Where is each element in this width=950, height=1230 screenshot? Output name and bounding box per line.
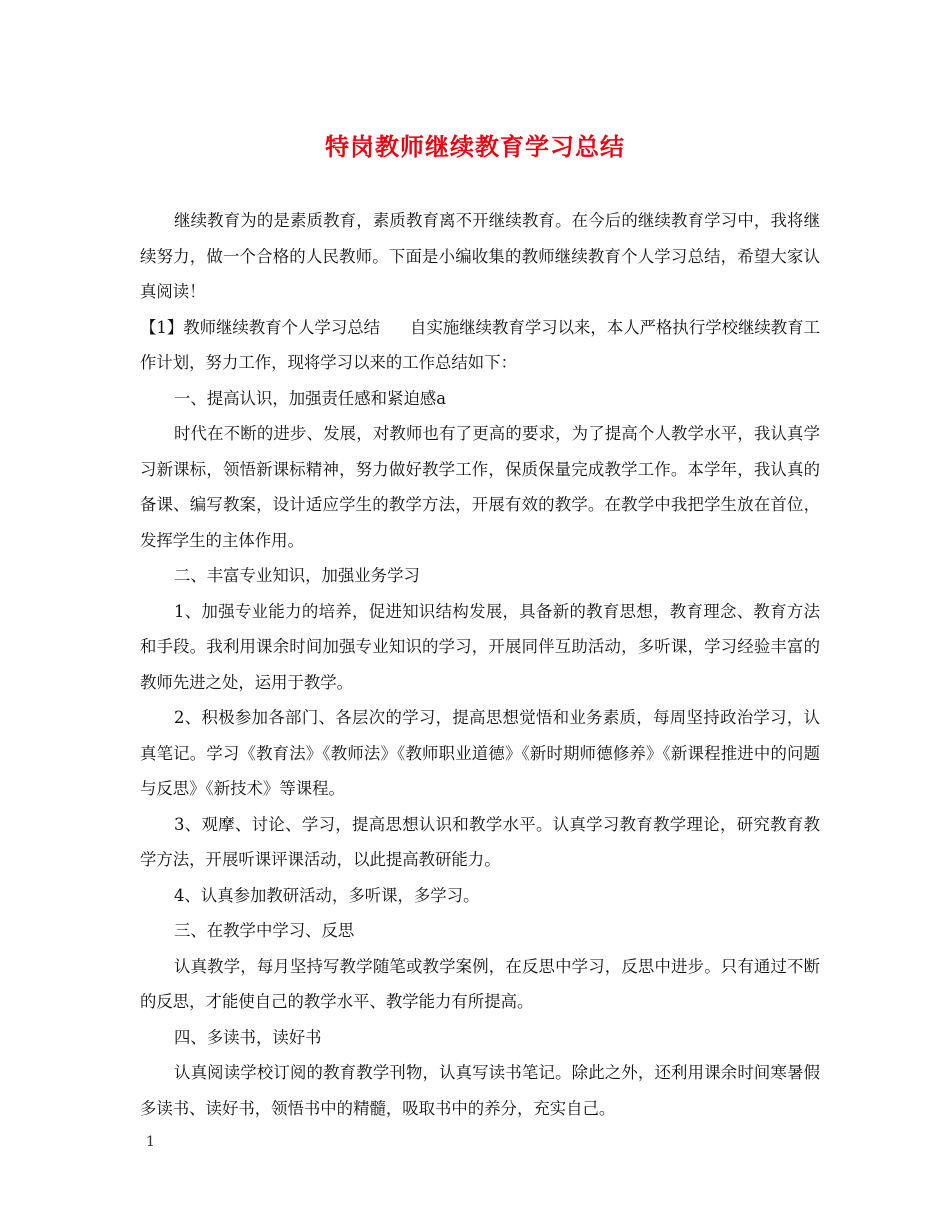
page-number: 1 — [146, 1134, 155, 1150]
document-body — [140, 203, 820, 1126]
page-title: 特岗教师继续教育学习总结 — [325, 133, 625, 161]
section-1-heading-paragraph — [140, 310, 820, 381]
paragraph-reflection: 认真教学，每月坚持写教学随笔或教学案例，在反思中学习，反思中进步。只有通过不断的反思，才能使自己的教学水平、教学能力有所提高。 — [140, 956, 820, 1011]
list-item-2: 2、积极参加各部门、各层次的学习，提高思想觉悟和业务素质，每周坚持政治学习，认真笔记。学习《教育法》《教师法》《教师职业道德》《新时期师德修养》《新课程推进中的问题与反思》《新技术》等课程。 — [140, 708, 820, 798]
paragraph-teaching-level: 时代在不断的进步、发展，对教师也有了更高的要求，为了提高个人教学水平，我认真学习新课标，领悟新课标精神，努力做好教学工作，保质保量完成教学工作。本学年，我认真的备课、编写教案，设计适应学生的教学方法，开展有效的教学。在教学中我把学生放在首位，发挥学生的主体作用。 — [140, 424, 820, 550]
list-item-4: 4、认真参加教研活动，多听课，多学习。 — [174, 885, 480, 905]
list-item-1: 1、加强专业能力的培养，促进知识结构发展，具备新的教育思想，教育理念、教育方法和手段。我利用课余时间加强专业知识的学习，开展同伴互助活动，多听课，学习经验丰富的教师先进之处，运用于教学。 — [140, 601, 820, 692]
section-1-intro-text: 自实施继续教育学习以来，本人严格执行学校继续教育工作计划，努力工作，现将学习以来的工作总结如下： — [140, 317, 821, 372]
heading-one: 一、提高认识，加强责任感和紧迫感a — [174, 388, 447, 408]
heading-four: 四、多读书，读好书 — [174, 1027, 322, 1047]
list-item-3: 3、观摩、讨论、学习，提高思想认识和教学水平。认真学习教育教学理论，研究教育教学方法，开展听课评课活动，以此提高教研能力。 — [140, 814, 820, 869]
intro-paragraph: 继续教育为的是素质教育，素质教育离不开继续教育。在今后的继续教育学习中，我将继续努力，做一个合格的人民教师。下面是小编收集的教师继续教育个人学习总结，希望大家认真阅读！ — [140, 211, 820, 301]
heading-two: 二、丰富专业知识，加强业务学习 — [174, 566, 420, 585]
heading-three: 三、在教学中学习、反思 — [174, 921, 355, 940]
paragraph-reading: 认真阅读学校订阅的教育教学刊物，认真写读书笔记。除此之外，还利用课余时间寒暑假多读书、读好书，领悟书中的精髓，吸取书中的养分，充实自己。 — [140, 1063, 820, 1118]
section-1-label: 【1】教师继续教育个人学习总结 — [140, 317, 381, 337]
